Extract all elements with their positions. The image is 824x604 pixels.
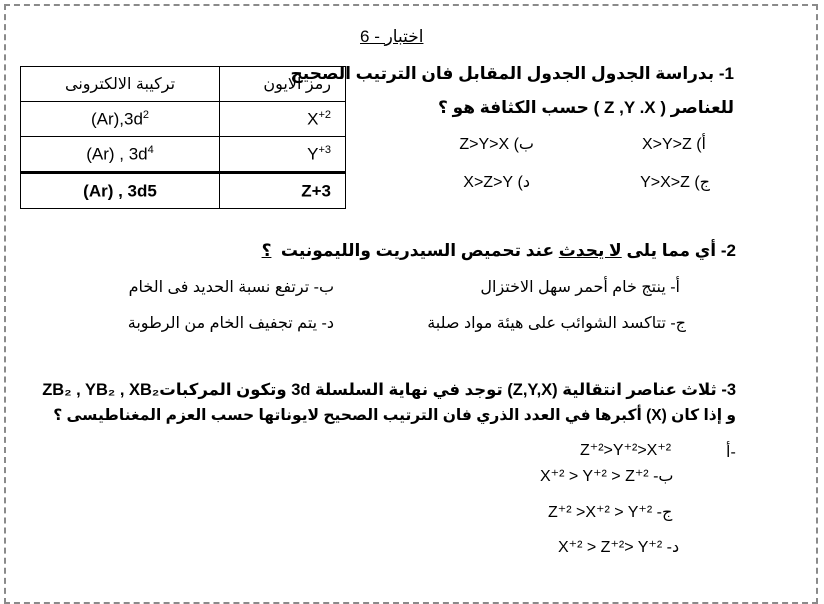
- q2-option-d: د- يتم تجفيف الخام من الرطوبة: [127, 315, 334, 332]
- symbol-cell: $Y^{+3}$: [220, 137, 346, 173]
- q3-option-b: X⁺² > Y⁺² > Z⁺² -ب: [540, 468, 674, 485]
- q3-option-c: Z⁺² >X⁺² > Y⁺² -ج: [548, 504, 673, 521]
- q3-option-a-label: أ-: [726, 444, 736, 461]
- config-cell: $(Ar),3d^2$: [21, 102, 220, 137]
- q2-prefix: 2- أي مما يلى: [626, 241, 736, 260]
- q2-underlined: لا يحدث: [558, 241, 622, 260]
- q3-option-a: Z⁺²>Y⁺²>X⁺²: [580, 442, 672, 459]
- header-config: تركيبة الالكترونى: [21, 67, 220, 102]
- q1-line1: 1- بدراسة الجدول الجدول المقابل فان الترتيب الصحيح: [290, 64, 734, 83]
- q3-option-d: X⁺² > Z⁺²> Y⁺² -د: [558, 539, 680, 556]
- table-row: [21, 137, 346, 173]
- config-cell: (Ar) , 3d5: [21, 173, 220, 209]
- q1-option-b: ب) Z>Y>X: [459, 136, 534, 153]
- q2-option-a: أ- ينتج خام أحمر سهل الاختزال: [480, 279, 680, 296]
- ion-table: [20, 66, 346, 209]
- q1-option-a: أ) X>Y>Z: [641, 136, 706, 153]
- q2-line: [262, 241, 736, 261]
- table-row: [21, 102, 346, 137]
- q1-option-c: ج) Y>X>Z: [640, 174, 710, 191]
- symbol-cell: $X^{+2}$: [220, 102, 346, 137]
- table-row: [21, 173, 346, 209]
- q1-option-d: د) X>Z>Y: [463, 174, 530, 191]
- q1-line2: للعناصر ( Z ,Y .X ) حسب الكثافة هو ؟: [437, 98, 734, 117]
- header-symbol: رمز الايون: [220, 67, 346, 102]
- q3-line2: و إذا كان (X) أكبرها في العدد الذري فان الترتيب الصحيح لايوناتها حسب العزم المغناطيسى ؟: [53, 407, 736, 424]
- page-title: اختبار - 6: [360, 27, 424, 46]
- config-cell: (Ar) , $3d^4$: [21, 137, 220, 173]
- q2-question-mark: ؟: [261, 241, 272, 260]
- symbol-cell: Z+3: [220, 173, 346, 209]
- q2-option-b: ب- ترتفع نسبة الحديد فى الخام: [128, 279, 334, 296]
- q3-line1: 3- ثلاث عناصر انتقالية (Z,Y,X) توجد في نهاية السلسلة 3d وتكون المركباتZB₂ , YB₂ , XB₂: [42, 381, 736, 399]
- q2-option-c: ج- تتاكسد الشوائب على هيئة مواد صلبة: [427, 315, 686, 332]
- q2-suffix: عند تحميص السيدريت والليمونيت: [280, 241, 555, 260]
